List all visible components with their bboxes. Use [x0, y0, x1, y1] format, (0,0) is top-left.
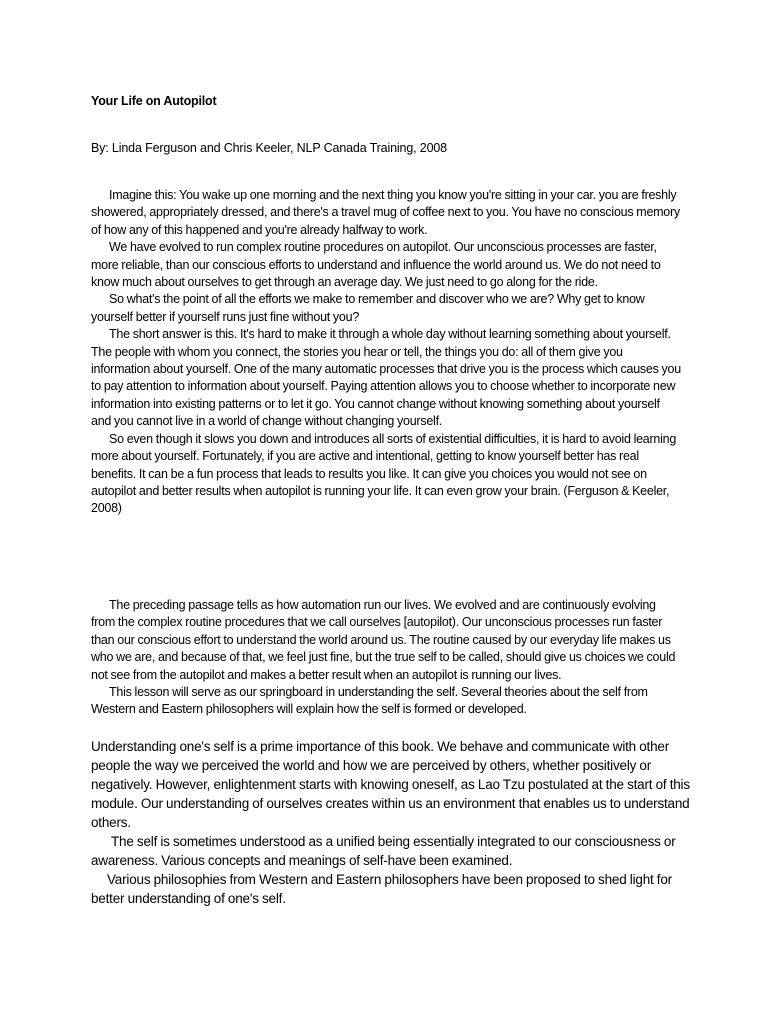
commentary-paragraph: This lesson will serve as our springboard in understanding the self. Several theories about the self from Western and Eastern philosophers will explain how the self is formed or developed.	[91, 685, 648, 717]
commentary-section	[91, 597, 681, 719]
document-title: Your Life on Autopilot	[91, 94, 217, 108]
body-paragraph: Various philosophies from Western and Eastern philosophers have been proposed to shed light for better understanding of one's self.	[91, 872, 672, 906]
quote-paragraph: The short answer is this. It's hard to make it through a whole day without learning something about yourself. The people with whom you connect, the stories you hear or tell, the things you do: all of them give you information about yourself. One of the many automatic processes that drive you is the process which causes you to pay attention to information about yourself. Paying attention allows you to choose whether to incorporate new information into existing patterns or to let it go. You cannot change without knowing something about yourself and you cannot live in a world of change without changing yourself.	[91, 327, 681, 429]
body-paragraph: The self is sometimes understood as a unified being essentially integrated to our consciousness or awareness. Various concepts and meanings of self-have been examined.	[91, 834, 676, 868]
body-paragraph: Understanding one's self is a prime importance of this book. We behave and communicate with other people the way we perceived the world and how we are perceived by others, whether positively or negatively. However, enlightenment starts with knowing oneself, as Lao Tzu postulated at the start of this module. Our understanding of ourselves creates within us an environment that enables us to understand others.	[91, 739, 690, 830]
self-section	[91, 832, 691, 908]
quoted-passage	[91, 187, 681, 518]
understanding-section	[91, 737, 691, 832]
quote-paragraph: So what's the point of all the efforts we make to remember and discover who we are? Why get to know yourself better if yourself runs just fine without you?	[91, 292, 645, 324]
quote-paragraph: We have evolved to run complex routine procedures on autopilot. Our unconscious processes are faster, more reliable, than our conscious efforts to understand and influence the world around us. We do not need to know much about ourselves to get through an average day. We just need to go along for the ride.	[91, 240, 661, 290]
commentary-paragraph: The preceding passage tells as how automation run our lives. We evolved and are continuously evolving from the complex routine procedures that we call ourselves [autopilot). Our unconscious processes run faster than our conscious effort to understand the world around us. The routine caused by our everyday life makes us who we are, and because of that, we feel just fine, but the true self to be called, should give us choices we could not see from the autopilot and makes a better result when an autopilot is running our lives.	[91, 598, 676, 682]
quote-paragraph: Imagine this: You wake up one morning and the next thing you know you're sitting in your car. you are freshly showered, appropriately dressed, and there's a travel mug of coffee next to you. You have no conscious memory of how any of this happened and you're already halfway to work.	[91, 188, 680, 237]
document-byline: By: Linda Ferguson and Chris Keeler, NLP Canada Training, 2008	[91, 141, 447, 155]
quote-paragraph: So even though it slows you down and introduces all sorts of existential difficulties, it is hard to avoid learning more about yourself. Fortunately, if you are active and intentional, getting to know yourself better has real benefits. It can be a fun process that leads to results you like. It can give you choices you would not see on autopilot and better results when autopilot is running your life. It can even grow your brain. (Ferguson & Keeler, 2008)	[91, 431, 677, 516]
